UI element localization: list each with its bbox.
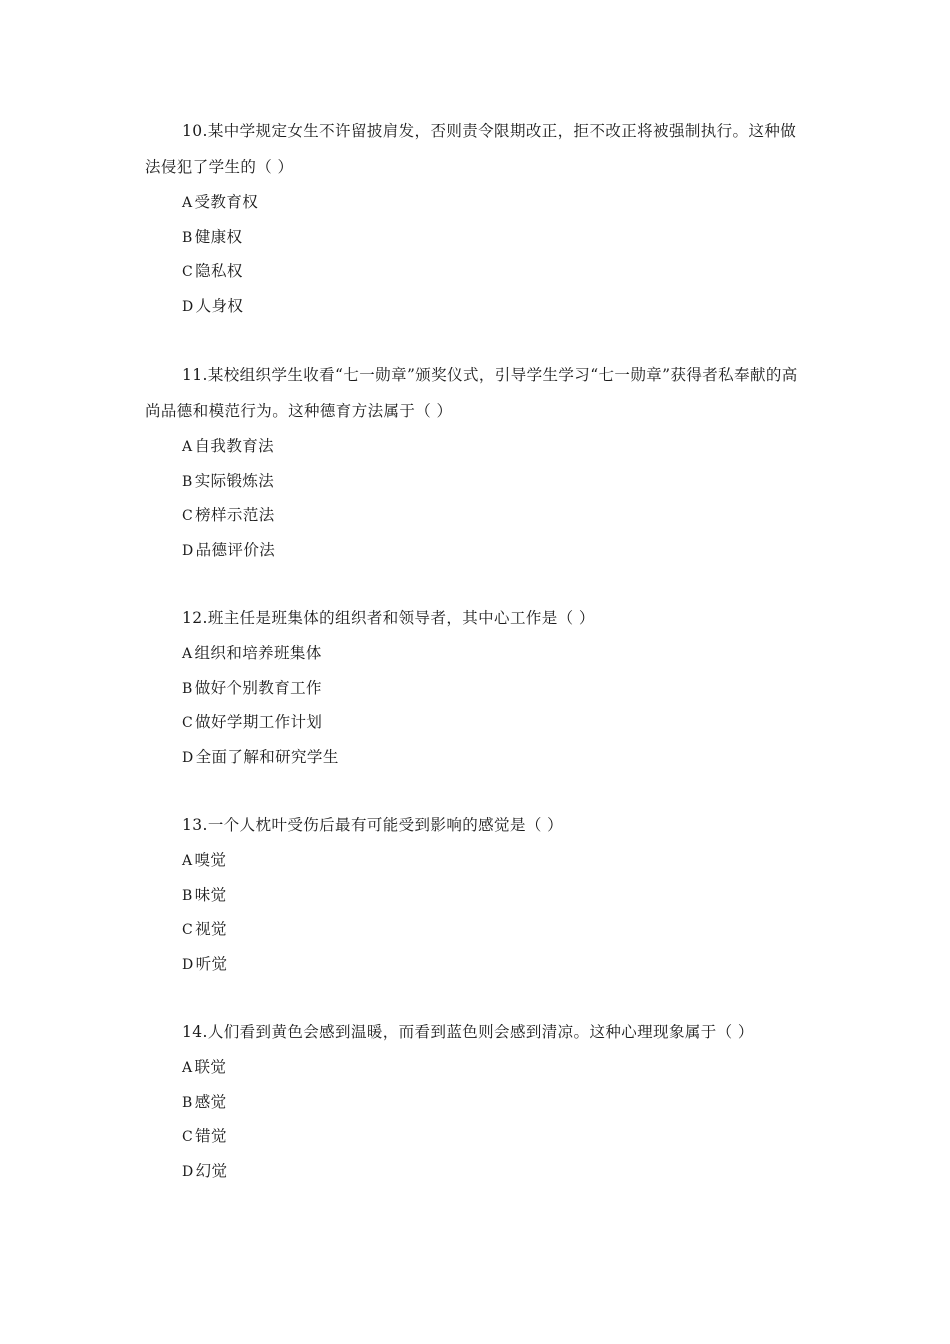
option-letter: B: [182, 229, 193, 246]
option-letter: B: [182, 473, 193, 490]
question-11: [145, 357, 810, 567]
option-text: 做好个别教育工作: [194, 678, 322, 697]
option-list: [145, 1050, 810, 1188]
option-text: 组织和培养班集体: [194, 644, 322, 662]
question-14: [145, 1014, 810, 1188]
option-list: [145, 429, 810, 567]
option-b: [145, 671, 810, 706]
option-letter: C: [182, 715, 194, 732]
question-stem: 10.某中学规定女生不许留披肩发，否则责令限期改正，拒不改正将被强制执行。这种做法侵犯了学生的（ ）: [145, 122, 797, 176]
option-a: [145, 429, 810, 464]
option-c: [145, 912, 810, 947]
option-c: [145, 1119, 810, 1154]
question-13: [145, 807, 810, 981]
option-letter: A: [182, 439, 193, 455]
option-list: [145, 185, 810, 323]
option-c: [145, 705, 810, 740]
option-text: 全面了解和研究学生: [195, 747, 339, 766]
option-text: 联觉: [194, 1058, 227, 1076]
option-list: [145, 843, 810, 981]
option-letter: A: [182, 853, 193, 869]
option-letter: D: [182, 749, 194, 766]
option-text: 人身权: [195, 296, 244, 315]
option-d: [145, 1154, 810, 1189]
option-a: [145, 185, 810, 220]
option-a: [145, 843, 810, 878]
option-letter: D: [182, 298, 194, 315]
option-letter: C: [182, 508, 194, 525]
option-letter: B: [182, 887, 193, 904]
option-a: [145, 636, 810, 671]
question-12: [145, 600, 810, 774]
question-stem: 12.班主任是班集体的组织者和领导者，其中心工作是（ ）: [182, 609, 595, 627]
option-c: [145, 498, 810, 533]
option-text: 幻觉: [195, 1161, 228, 1180]
option-d: [145, 947, 810, 982]
option-text: 隐私权: [195, 262, 243, 281]
option-text: 实际锻炼法: [194, 471, 275, 490]
option-letter: C: [182, 1129, 194, 1146]
option-text: 视觉: [195, 920, 227, 939]
option-b: [145, 878, 810, 913]
option-letter: B: [182, 680, 193, 697]
option-text: 感觉: [194, 1092, 227, 1111]
option-b: [145, 464, 810, 499]
option-text: 健康权: [194, 227, 243, 246]
option-text: 错觉: [195, 1127, 227, 1146]
option-letter: A: [182, 646, 193, 662]
option-letter: A: [182, 1060, 193, 1076]
option-text: 嗅觉: [194, 851, 227, 869]
option-letter: C: [182, 264, 194, 281]
question-10: [145, 113, 810, 323]
option-letter: C: [182, 922, 194, 939]
option-text: 听觉: [195, 954, 228, 973]
option-text: 受教育权: [194, 193, 259, 211]
option-a: [145, 1050, 810, 1085]
option-d: [145, 533, 810, 568]
option-text: 做好学期工作计划: [195, 713, 323, 732]
option-c: [145, 254, 810, 289]
option-letter: D: [182, 542, 194, 559]
option-text: 品德评价法: [195, 540, 276, 559]
option-d: [145, 740, 810, 775]
option-letter: D: [182, 1163, 194, 1180]
question-stem: 14.人们看到黄色会感到温暖，而看到蓝色则会感到清凉。这种心理现象属于（ ）: [182, 1023, 754, 1041]
option-text: 自我教育法: [194, 437, 275, 455]
question-stem: 11.某校组织学生收看“七一勋章”颁奖仪式，引导学生学习“七一勋章”获得者私奉献的高尚品德和模范行为。这种德育方法属于（ ）: [145, 366, 798, 420]
option-text: 味觉: [194, 885, 227, 904]
question-stem: 13.一个人枕叶受伤后最有可能受到影响的感觉是（ ）: [182, 816, 563, 834]
option-text: 榜样示范法: [195, 506, 275, 525]
option-b: [145, 1085, 810, 1120]
option-list: [145, 636, 810, 774]
option-b: [145, 220, 810, 255]
option-d: [145, 289, 810, 324]
option-letter: B: [182, 1094, 193, 1111]
option-letter: D: [182, 956, 194, 973]
option-letter: A: [182, 195, 193, 211]
